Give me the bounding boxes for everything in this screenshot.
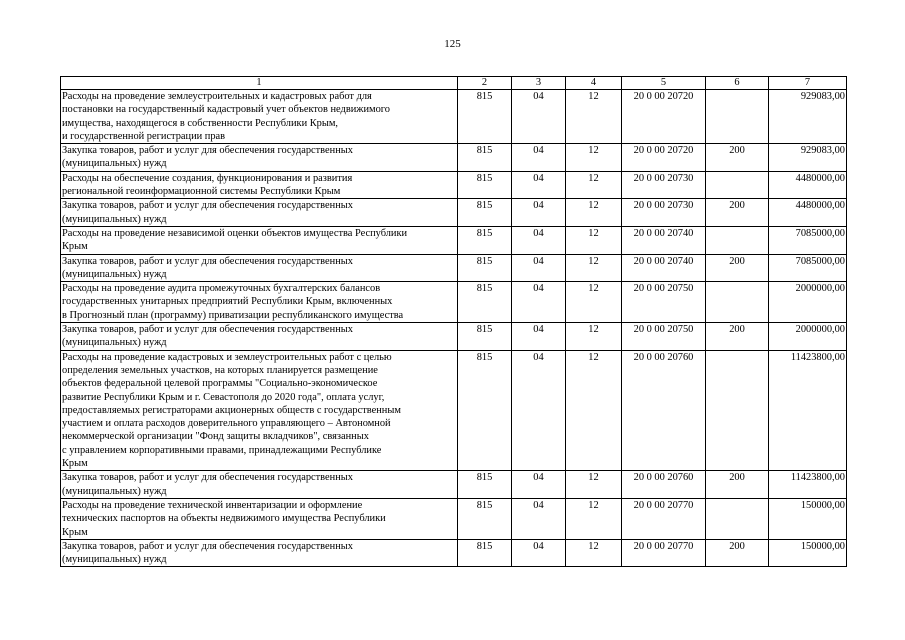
- subsection-code: 12: [566, 498, 622, 539]
- expense-description: Расходы на проведение независимой оценки объектов имущества Республики Крым: [61, 226, 458, 254]
- header-col-1: 1: [61, 77, 458, 90]
- target-article-code: 20 0 00 20760: [622, 471, 706, 499]
- expense-description: Расходы на проведение аудита промежуточных бухгалтерских балансов государственных унитарных предприятий Республики Крым, включенных в Прогнозный план (программу) приватизации республиканского имущества: [61, 282, 458, 323]
- subsection-code: 12: [566, 90, 622, 144]
- ministry-code: 815: [458, 144, 512, 172]
- amount: 2000000,00: [769, 282, 847, 323]
- amount: 150000,00: [769, 539, 847, 567]
- expense-type-code: [706, 282, 769, 323]
- page-number: 125: [444, 38, 461, 50]
- section-code: 04: [512, 171, 566, 199]
- budget-table: [60, 76, 847, 567]
- section-code: 04: [512, 90, 566, 144]
- amount: 4480000,00: [769, 171, 847, 199]
- amount: 929083,00: [769, 144, 847, 172]
- expense-description: Закупка товаров, работ и услуг для обеспечения государственных (муниципальных) нужд: [61, 254, 458, 282]
- table-row: [61, 90, 847, 144]
- section-code: 04: [512, 226, 566, 254]
- header-col-2: 2: [458, 77, 512, 90]
- target-article-code: 20 0 00 20770: [622, 498, 706, 539]
- ministry-code: 815: [458, 254, 512, 282]
- section-code: 04: [512, 199, 566, 227]
- target-article-code: 20 0 00 20720: [622, 90, 706, 144]
- ministry-code: 815: [458, 350, 512, 471]
- section-code: 04: [512, 539, 566, 567]
- amount: 7085000,00: [769, 254, 847, 282]
- expense-description: Расходы на проведение технической инвентаризации и оформление технических паспортов на объекты недвижимого имущества Республики Крым: [61, 498, 458, 539]
- section-code: 04: [512, 254, 566, 282]
- table-row: [61, 254, 847, 282]
- expense-type-code: [706, 350, 769, 471]
- table-row: [61, 350, 847, 471]
- amount: 4480000,00: [769, 199, 847, 227]
- amount: 7085000,00: [769, 226, 847, 254]
- ministry-code: 815: [458, 539, 512, 567]
- table-row: [61, 471, 847, 499]
- target-article-code: 20 0 00 20720: [622, 144, 706, 172]
- expense-type-code: 200: [706, 539, 769, 567]
- expense-type-code: [706, 171, 769, 199]
- header-row: [61, 77, 847, 90]
- expense-description: Расходы на проведение кадастровых и землеустроительных работ с целью определения земельных участков, на которых планируется размещение объектов федеральной целевой программы "Социально-экономическое развитие Республики Крым и г. Севастополя до 2020 года", оплата услуг, предоставляемых регистраторами акционерных обществ с государственным участием и оплата расходов доверительного управляющего – Автономной некоммерческой организации "Фонд защиты вкладчиков", связанных с управлением корпоративными правами, принадлежащими Республике Крым: [61, 350, 458, 471]
- table-row: [61, 199, 847, 227]
- ministry-code: 815: [458, 282, 512, 323]
- table-row: [61, 226, 847, 254]
- ministry-code: 815: [458, 323, 512, 351]
- section-code: 04: [512, 323, 566, 351]
- ministry-code: 815: [458, 471, 512, 499]
- section-code: 04: [512, 350, 566, 471]
- expense-type-code: 200: [706, 144, 769, 172]
- subsection-code: 12: [566, 471, 622, 499]
- header-col-6: 6: [706, 77, 769, 90]
- expense-type-code: 200: [706, 471, 769, 499]
- subsection-code: 12: [566, 254, 622, 282]
- table-body: [61, 90, 847, 567]
- subsection-code: 12: [566, 282, 622, 323]
- section-code: 04: [512, 471, 566, 499]
- section-code: 04: [512, 498, 566, 539]
- expense-type-code: [706, 226, 769, 254]
- expense-description: Расходы на обеспечение создания, функционирования и развития региональной геоинформационной системы Республики Крым: [61, 171, 458, 199]
- subsection-code: 12: [566, 350, 622, 471]
- ministry-code: 815: [458, 226, 512, 254]
- target-article-code: 20 0 00 20730: [622, 199, 706, 227]
- ministry-code: 815: [458, 199, 512, 227]
- amount: 929083,00: [769, 90, 847, 144]
- subsection-code: 12: [566, 144, 622, 172]
- section-code: 04: [512, 282, 566, 323]
- expense-type-code: 200: [706, 254, 769, 282]
- table-row: [61, 539, 847, 567]
- target-article-code: 20 0 00 20730: [622, 171, 706, 199]
- ministry-code: 815: [458, 171, 512, 199]
- section-code: 04: [512, 144, 566, 172]
- table-row: [61, 282, 847, 323]
- ministry-code: 815: [458, 90, 512, 144]
- amount: 11423800,00: [769, 471, 847, 499]
- expense-type-code: [706, 90, 769, 144]
- table-row: [61, 144, 847, 172]
- target-article-code: 20 0 00 20750: [622, 323, 706, 351]
- target-article-code: 20 0 00 20740: [622, 226, 706, 254]
- header-col-5: 5: [622, 77, 706, 90]
- header-col-3: 3: [512, 77, 566, 90]
- amount: 2000000,00: [769, 323, 847, 351]
- subsection-code: 12: [566, 323, 622, 351]
- table-row: [61, 171, 847, 199]
- table-row: [61, 323, 847, 351]
- subsection-code: 12: [566, 539, 622, 567]
- target-article-code: 20 0 00 20770: [622, 539, 706, 567]
- subsection-code: 12: [566, 171, 622, 199]
- expense-type-code: [706, 498, 769, 539]
- table-header: [61, 77, 847, 90]
- expense-description: Закупка товаров, работ и услуг для обеспечения государственных (муниципальных) нужд: [61, 199, 458, 227]
- ministry-code: 815: [458, 498, 512, 539]
- amount: 11423800,00: [769, 350, 847, 471]
- table-row: [61, 498, 847, 539]
- subsection-code: 12: [566, 199, 622, 227]
- expense-type-code: 200: [706, 199, 769, 227]
- expense-description: Расходы на проведение землеустроительных и кадастровых работ для постановки на государственный кадастровый учет объектов недвижимого имущества, находящегося в собственности Республики Крым, и государственной регистрации прав: [61, 90, 458, 144]
- expense-description: Закупка товаров, работ и услуг для обеспечения государственных (муниципальных) нужд: [61, 144, 458, 172]
- header-col-7: 7: [769, 77, 847, 90]
- expense-type-code: 200: [706, 323, 769, 351]
- expense-description: Закупка товаров, работ и услуг для обеспечения государственных (муниципальных) нужд: [61, 323, 458, 351]
- target-article-code: 20 0 00 20740: [622, 254, 706, 282]
- expense-description: Закупка товаров, работ и услуг для обеспечения государственных (муниципальных) нужд: [61, 471, 458, 499]
- amount: 150000,00: [769, 498, 847, 539]
- target-article-code: 20 0 00 20760: [622, 350, 706, 471]
- subsection-code: 12: [566, 226, 622, 254]
- target-article-code: 20 0 00 20750: [622, 282, 706, 323]
- expense-description: Закупка товаров, работ и услуг для обеспечения государственных (муниципальных) нужд: [61, 539, 458, 567]
- header-col-4: 4: [566, 77, 622, 90]
